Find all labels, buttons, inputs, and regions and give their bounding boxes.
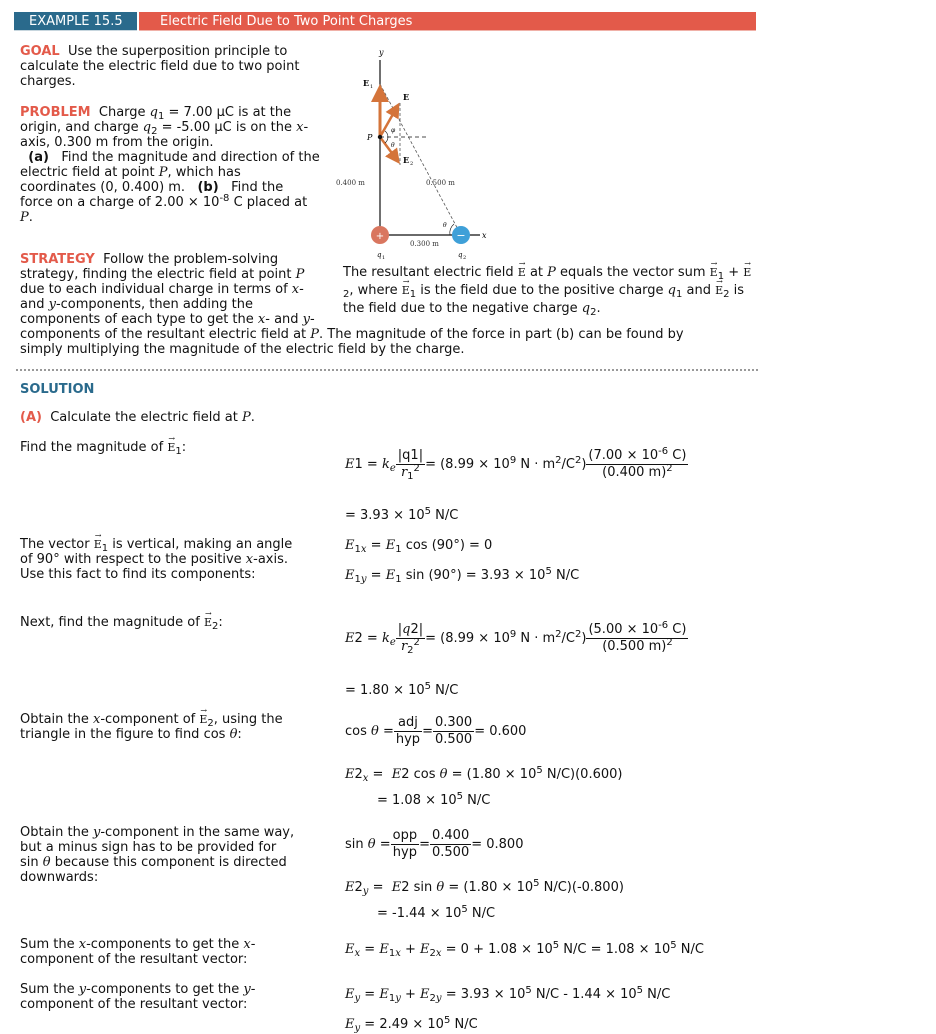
svg-text:2: 2	[463, 255, 467, 261]
solution-step-6: Sum the x-components to get the x-component of the resultant vector:	[20, 937, 256, 967]
q1-label: q	[377, 251, 382, 259]
part-a-label: (a)	[28, 150, 49, 165]
solution-step-1: Find the magnitude of → $E_1$:	[20, 440, 320, 455]
equation-sin-theta: sin θ = $\frac{\text{opp}}{\text{hyp}}$ = $\frac{0.400}{0.500}$ = 0.800	[345, 828, 524, 860]
diagram-svg	[330, 40, 500, 260]
example-title: Electric Field Due to Two Point Charges	[139, 12, 756, 31]
svg-text:2: 2	[410, 161, 414, 167]
e1-label: E	[363, 78, 370, 88]
solution-heading: SOLUTION	[20, 382, 95, 397]
equation-e2-result: = $1.80 \times 10^5$ N/C	[345, 681, 459, 698]
goal-keyword: GOAL	[20, 44, 60, 59]
equation-ey: $E_y = E_{1y} + E_{2y} = 3.93 \times 10^5$ $N/C - 1.44 \times 10^5$ N/C	[345, 985, 671, 1004]
part-b-label: (b)	[197, 180, 219, 195]
equation-e2x: $E2_x = E2$ $\cos \theta = (1.80 \times 10^5$ N/C)(0.600)	[345, 765, 623, 784]
equation-e1y: $E_{1y} = E_1$ $\sin (90^\circ) = 3.93 \times 10^5$ N/C	[345, 566, 580, 585]
equation-e2: $E2 = k_e$ $\frac{|q2|}{r_2^2}$ = ($8.99 \times 10^9$ $N \cdot m^2/C^2$) $\frac{(5.00 \times 10^{-6} C)}{(0.500 m)^2}$	[345, 620, 687, 656]
goal-paragraph	[20, 44, 320, 89]
equation-ey-result: $E_y = 2.49 \times 10^5$ N/C	[345, 1015, 478, 1034]
equation-e2y: $E2_y = E2$ $\sin \theta = (1.80 \times 10^5$ N/C)(-0.800)	[345, 878, 624, 897]
equation-e2x-result: = $1.08 \times 10^5$ N/C	[377, 791, 491, 808]
solution-step-7: Sum the y-components to get the y-component of the resultant vector:	[20, 982, 256, 1012]
e2-label: E	[403, 155, 410, 165]
equation-cos-theta: cos θ = $\frac{\text{adj}}{\text{hyp}}$ = $\frac{0.300}{0.500}$ = 0.600	[345, 715, 527, 747]
p-label: P	[367, 133, 373, 142]
dist-hyp-label: 0.500 m	[426, 179, 455, 187]
dist-y-label: 0.400 m	[336, 179, 365, 187]
problem-keyword: PROBLEM	[20, 105, 91, 120]
solution-part-a-label: (A)	[20, 410, 42, 425]
x-axis-label: x	[482, 231, 487, 240]
example-label: EXAMPLE 15.5	[14, 12, 137, 31]
theta2-label: θ	[443, 222, 447, 229]
charge-diagram	[330, 40, 500, 260]
solution-part-a: (A) Calculate the electric field at P.	[20, 410, 255, 425]
equation-e1: $E1 = k_e$ $\frac{|q1|}{r_1^2}$ = ($8.99 \times 10^9$ $N \cdot m^2/C^2$) $\frac{(7.00 \times 10^{-6} C)}{(0.400 m)^2}$	[345, 446, 687, 482]
equation-e1-result: = $3.93 \times 10^5$ N/C	[345, 506, 459, 523]
q2-sign: −	[456, 229, 466, 242]
solution-step-5: Obtain the y-component in the same way, but a minus sign has to be provided for sin θ because this component is directed downwards:	[20, 825, 295, 885]
q1-sign: +	[375, 231, 385, 242]
strategy-right: The resultant electric field → E at P equals the vector sum → $E_1$ + → $E_2$, where → $E_1$ is the field due to the positive charge $q_1$ and → $E_2$ is the field due to the negative charge $q_2$.	[343, 264, 753, 318]
q2-label: q	[458, 251, 463, 259]
equation-e1x: $E_{1x} = E_1$ cos (90°) = 0	[345, 538, 493, 555]
strategy-bottom: components of the resultant electric field at P. The magnitude of the force in part (b) can be found by simply multiplying the magnitude of the electric field by the charge.	[20, 327, 684, 357]
theta-label: θ	[391, 142, 395, 149]
equation-e2y-result: = $-1.44 \times 10^5$ N/C	[377, 904, 496, 921]
svg-text:1: 1	[382, 255, 386, 261]
solution-step-2: The vector → $E_1$ is vertical, making an angle of 90° with respect to the positive x-axis. Use this fact to find its components:	[20, 537, 295, 582]
equation-ex: $E_x = E_{1x} + E_{2x} = 0 + 1.08 \times 10^5$ $N/C = 1.08 \times 10^5$ N/C	[345, 940, 704, 959]
problem-paragraph: PROBLEM Charge $q_1 = 7.00$ μC is at the origin, and charge $q_2 = -5.00$ μC is on the x-axis, 0.300 m from the origin. (a) Find the magnitude and direction of the electric field at point P, which has coordinates (0, 0.400) m. (b) Find the force on a charge of $2.00 \times 10^{-8}$ C placed at P.	[20, 105, 320, 225]
svg-text:1: 1	[370, 84, 374, 90]
y-axis-label: y	[379, 48, 384, 57]
phi-label: φ	[391, 127, 396, 134]
section-divider	[16, 369, 758, 371]
strategy-keyword: STRATEGY	[20, 252, 95, 267]
dist-x-label: 0.300 m	[410, 240, 439, 248]
solution-step-3: Next, find the magnitude of → $E_2$:	[20, 615, 320, 630]
strategy-left: STRATEGY Follow the problem-solving strategy, finding the electric field at point P due to each individual charge in terms of x- and y-components, then adding the components of each type to get the x- and y-	[20, 252, 315, 327]
e-label: E	[403, 92, 410, 102]
solution-step-4: Obtain the x-component of → $E_2$, using the triangle in the figure to find cos θ:	[20, 712, 295, 742]
goal-text: Use the superposition principle to calculate the electric field due to two point charges.	[20, 44, 300, 89]
